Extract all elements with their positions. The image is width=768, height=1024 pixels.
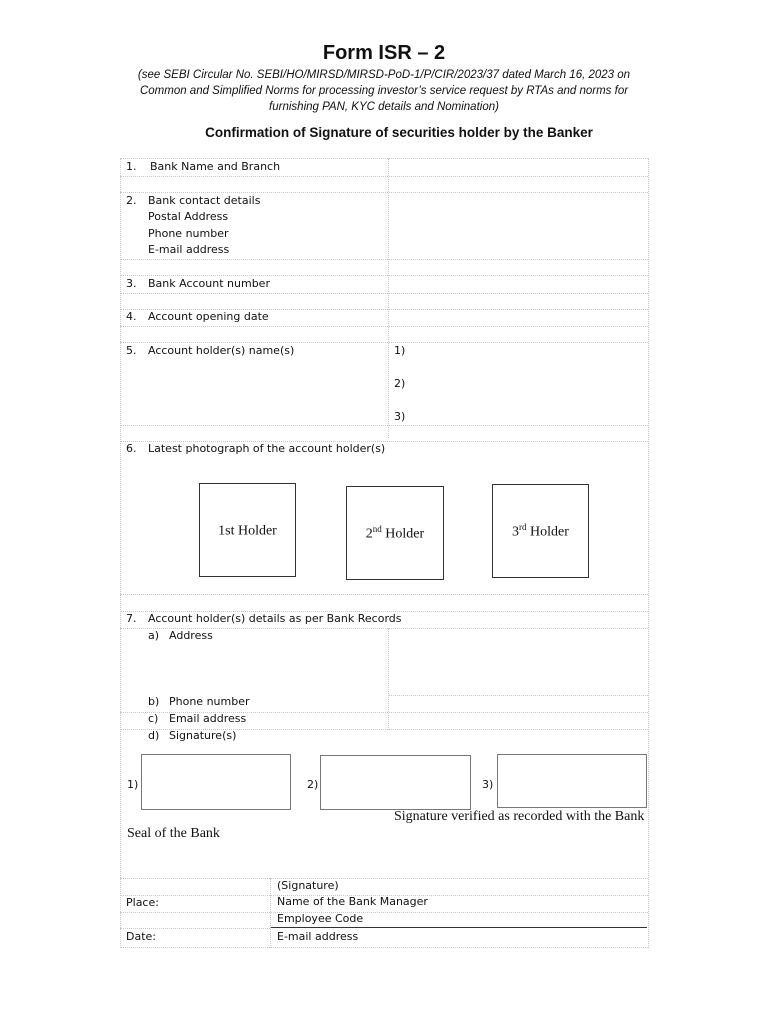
- bank-contact-label: Bank contact details: [148, 194, 261, 207]
- bank-contact-field[interactable]: [390, 193, 646, 258]
- photo-box-label: 3rd Holder: [512, 521, 569, 540]
- manager-name-label: Name of the Bank Manager: [277, 895, 428, 908]
- sub-letter: d): [148, 729, 160, 742]
- email-address-label: E-mail address: [148, 243, 230, 256]
- record-phone-label: Phone number: [169, 695, 250, 708]
- signature-slot-label: 2): [307, 778, 319, 791]
- holder-names-label: Account holder(s) name(s): [148, 344, 295, 357]
- item-number: 3.: [126, 277, 137, 290]
- opening-date-field[interactable]: [390, 310, 646, 325]
- postal-address-label: Postal Address: [148, 210, 229, 223]
- holder-name-slot-2[interactable]: 2): [394, 377, 406, 390]
- date-label: Date:: [126, 930, 156, 943]
- record-email-label: Email address: [169, 712, 247, 725]
- record-phone-field[interactable]: [390, 696, 646, 711]
- form-heading: Confirmation of Signature of securities holder by the Banker: [205, 125, 593, 140]
- photo-box-label: 1st Holder: [218, 523, 277, 539]
- signature-box-1[interactable]: [141, 754, 291, 810]
- signature-slot-label: 3): [482, 778, 494, 791]
- item-number: 4.: [126, 310, 137, 323]
- item-number: 6.: [126, 442, 137, 455]
- bank-name-label: Bank Name and Branch: [150, 160, 281, 173]
- item-number: 1.: [126, 160, 137, 173]
- record-address-field[interactable]: [390, 629, 646, 694]
- place-field[interactable]: [170, 896, 268, 911]
- photo-box-holder-2[interactable]: [346, 486, 444, 580]
- record-address-label: Address: [169, 629, 213, 642]
- seal-of-bank-text: Seal of the Bank: [127, 826, 220, 841]
- form-subtitle: [120, 67, 648, 115]
- holder-name-slot-3[interactable]: 3): [394, 410, 406, 423]
- sub-letter: b): [148, 695, 160, 708]
- subtitle-line: (see SEBI Circular No. SEBI/HO/MIRSD/MIRSD-PoD-1/P/CIR/2023/37 dated March 16, 2023 on: [137, 69, 631, 81]
- item-number: 5.: [126, 344, 137, 357]
- manager-signature-label: (Signature): [277, 879, 339, 892]
- subtitle-line: furnishing PAN, KYC details and Nomination): [269, 101, 499, 113]
- record-email-field[interactable]: [390, 713, 646, 728]
- subtitle-line: Common and Simplified Norms for processing investor’s service request by RTAs and norms for: [139, 85, 629, 97]
- sub-letter: c): [148, 712, 159, 725]
- signature-verified-text: Signature verified as recorded with the Bank: [394, 809, 645, 824]
- signature-box-2[interactable]: [320, 755, 471, 810]
- photo-box-label: 2nd Holder: [365, 523, 425, 542]
- manager-email-label: E-mail address: [277, 930, 359, 943]
- record-signatures-label: Signature(s): [169, 729, 237, 742]
- account-number-field[interactable]: [390, 276, 646, 292]
- form-title: Form ISR – 2: [322, 42, 446, 64]
- signature-box-3[interactable]: [497, 754, 647, 808]
- photo-box-holder-1[interactable]: [199, 483, 296, 577]
- place-label: Place:: [126, 896, 159, 909]
- account-number-label: Bank Account number: [148, 277, 270, 290]
- item-number: 2.: [126, 194, 137, 207]
- signature-slot-label: 1): [127, 778, 139, 791]
- holder-name-slot-1[interactable]: 1): [394, 344, 406, 357]
- sub-letter: a): [148, 629, 160, 642]
- photo-box-holder-3[interactable]: [492, 484, 589, 578]
- phone-number-label: Phone number: [148, 227, 229, 240]
- date-field[interactable]: [160, 930, 268, 946]
- photograph-label: Latest photograph of the account holder(s): [148, 442, 386, 455]
- opening-date-label: Account opening date: [148, 310, 269, 323]
- employee-code-label: Employee Code: [277, 912, 364, 925]
- bank-records-label: Account holder(s) details as per Bank Records: [148, 612, 402, 625]
- bank-name-field[interactable]: [390, 159, 646, 175]
- item-number: 7.: [126, 612, 137, 625]
